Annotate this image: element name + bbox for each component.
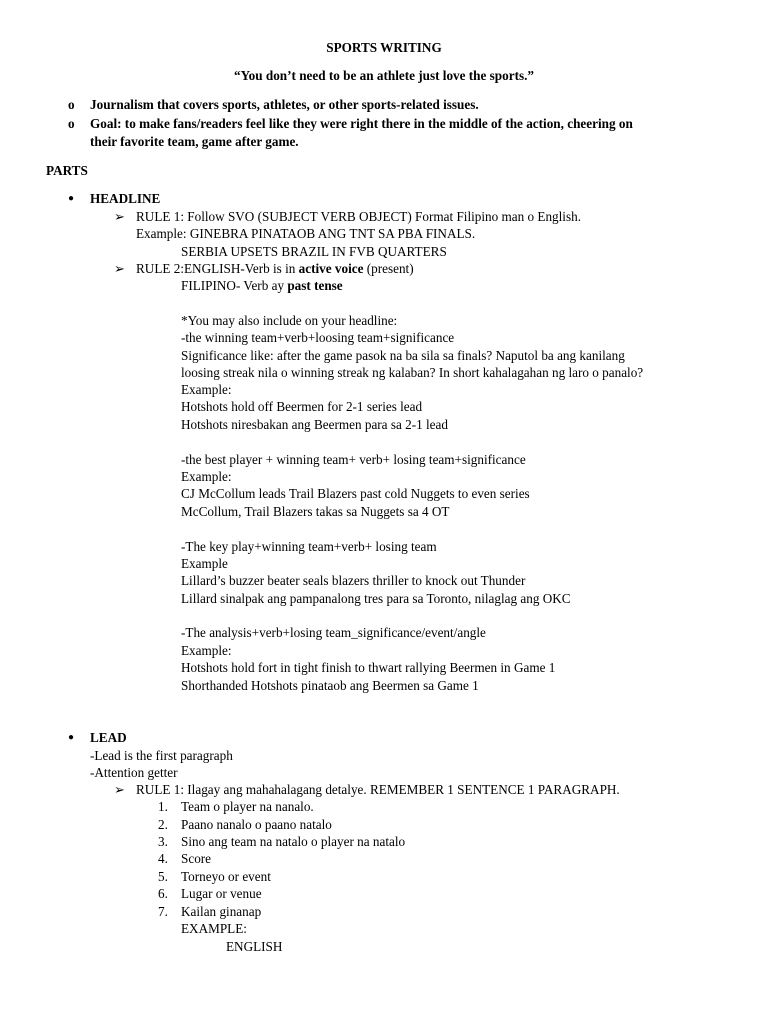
rule-text: FILIPINO- Verb ay xyxy=(181,278,288,293)
headline-rule-1-example: SERBIA UPSETS BRAZIL IN FVB QUARTERS xyxy=(181,244,447,259)
rule-text: RULE 2:ENGLISH-Verb is in xyxy=(136,261,299,276)
headline-rule-1: RULE 1: Follow SVO (SUBJECT VERB OBJECT) Format Filipino man o English. xyxy=(136,209,581,224)
lead-text: -Lead is the first paragraph xyxy=(90,748,233,763)
headline-text: Example xyxy=(181,556,228,571)
headline-rule-1-example: Example: GINEBRA PINATAOB ANG TNT SA PBA FINALS. xyxy=(136,226,476,241)
headline-text: Lillard sinalpak ang pampanalong tres para sa Toronto, nilaglag ang OKC xyxy=(181,591,571,606)
headline-rule-2 xyxy=(136,260,414,277)
emphasis-text: active voice xyxy=(298,261,364,276)
list-item: Torneyo or event xyxy=(181,869,271,884)
headline-rule-2-filipino xyxy=(181,277,343,294)
arrow-bullet-icon: ➢ xyxy=(114,261,126,276)
intro-line: Goal: to make fans/readers feel like they were right there in the middle of the action, cheering on xyxy=(90,116,633,131)
page-title: SPORTS WRITING xyxy=(326,40,442,55)
headline-text: loosing streak nila o winning streak ng kalaban? In short kahalagahan ng laro o panalo? xyxy=(181,365,644,380)
bullet-marker: o xyxy=(68,116,75,131)
lead-rule-1: RULE 1: Ilagay ang mahahalagang detalye. REMEMBER 1 SENTENCE 1 PARAGRAPH. xyxy=(136,782,620,797)
headline-text: *You may also include on your headline: xyxy=(181,313,398,328)
list-number: 1. xyxy=(158,799,168,814)
emphasis-text: past tense xyxy=(287,278,343,293)
headline-text: Hotshots hold fort in tight finish to thwart rallying Beermen in Game 1 xyxy=(181,660,556,675)
bullet-marker: ● xyxy=(68,193,75,204)
headline-heading: HEADLINE xyxy=(90,191,161,206)
headline-text: CJ McCollum leads Trail Blazers past cold Nuggets to even series xyxy=(181,486,530,501)
list-item: Score xyxy=(181,851,212,866)
headline-text: Significance like: after the game pasok na ba sila sa finals? Naputol ba ang kanilang xyxy=(181,348,625,363)
parts-heading: PARTS xyxy=(46,163,88,178)
english-label: ENGLISH xyxy=(226,939,283,954)
list-number: 4. xyxy=(158,851,168,866)
headline-text: Example: xyxy=(181,469,232,484)
lead-heading: LEAD xyxy=(90,730,127,745)
list-item: Team o player na nanalo. xyxy=(181,799,314,814)
rule-text: (present) xyxy=(363,261,414,276)
list-number: 6. xyxy=(158,886,168,901)
quote: “You don’t need to be an athlete just love the sports.” xyxy=(233,68,534,83)
bullet-marker: o xyxy=(68,97,75,112)
bullet-marker: ● xyxy=(68,732,75,743)
intro-line: Journalism that covers sports, athletes, or other sports-related issues. xyxy=(90,97,479,112)
arrow-bullet-icon: ➢ xyxy=(114,782,126,797)
headline-text: Example: xyxy=(181,643,232,658)
headline-text: -the best player + winning team+ verb+ losing team+significance xyxy=(181,452,526,467)
list-number: 5. xyxy=(158,869,168,884)
lead-text: -Attention getter xyxy=(90,765,178,780)
list-number: 2. xyxy=(158,817,168,832)
headline-text: Example: xyxy=(181,382,232,397)
headline-text: Lillard’s buzzer beater seals blazers thriller to knock out Thunder xyxy=(181,573,526,588)
list-number: 7. xyxy=(158,904,168,919)
headline-text: McCollum, Trail Blazers takas sa Nuggets sa 4 OT xyxy=(181,504,450,519)
list-item: Lugar or venue xyxy=(181,886,262,901)
list-item: Paano nanalo o paano natalo xyxy=(181,817,332,832)
headline-text: Hotshots niresbakan ang Beermen para sa 2-1 lead xyxy=(181,417,448,432)
arrow-bullet-icon: ➢ xyxy=(114,209,126,224)
headline-text: Hotshots hold off Beermen for 2-1 series lead xyxy=(181,399,423,414)
list-item: Sino ang team na natalo o player na natalo xyxy=(181,834,406,849)
list-number: 3. xyxy=(158,834,168,849)
headline-text: -the winning team+verb+loosing team+significance xyxy=(181,330,455,345)
example-label: EXAMPLE: xyxy=(181,921,247,936)
headline-text: -The analysis+verb+losing team_significance/event/angle xyxy=(181,625,486,640)
list-item: Kailan ginanap xyxy=(181,904,262,919)
headline-text: -The key play+winning team+verb+ losing team xyxy=(181,539,437,554)
headline-text: Shorthanded Hotshots pinataob ang Beermen sa Game 1 xyxy=(181,678,479,693)
intro-line: their favorite team, game after game. xyxy=(90,134,299,149)
